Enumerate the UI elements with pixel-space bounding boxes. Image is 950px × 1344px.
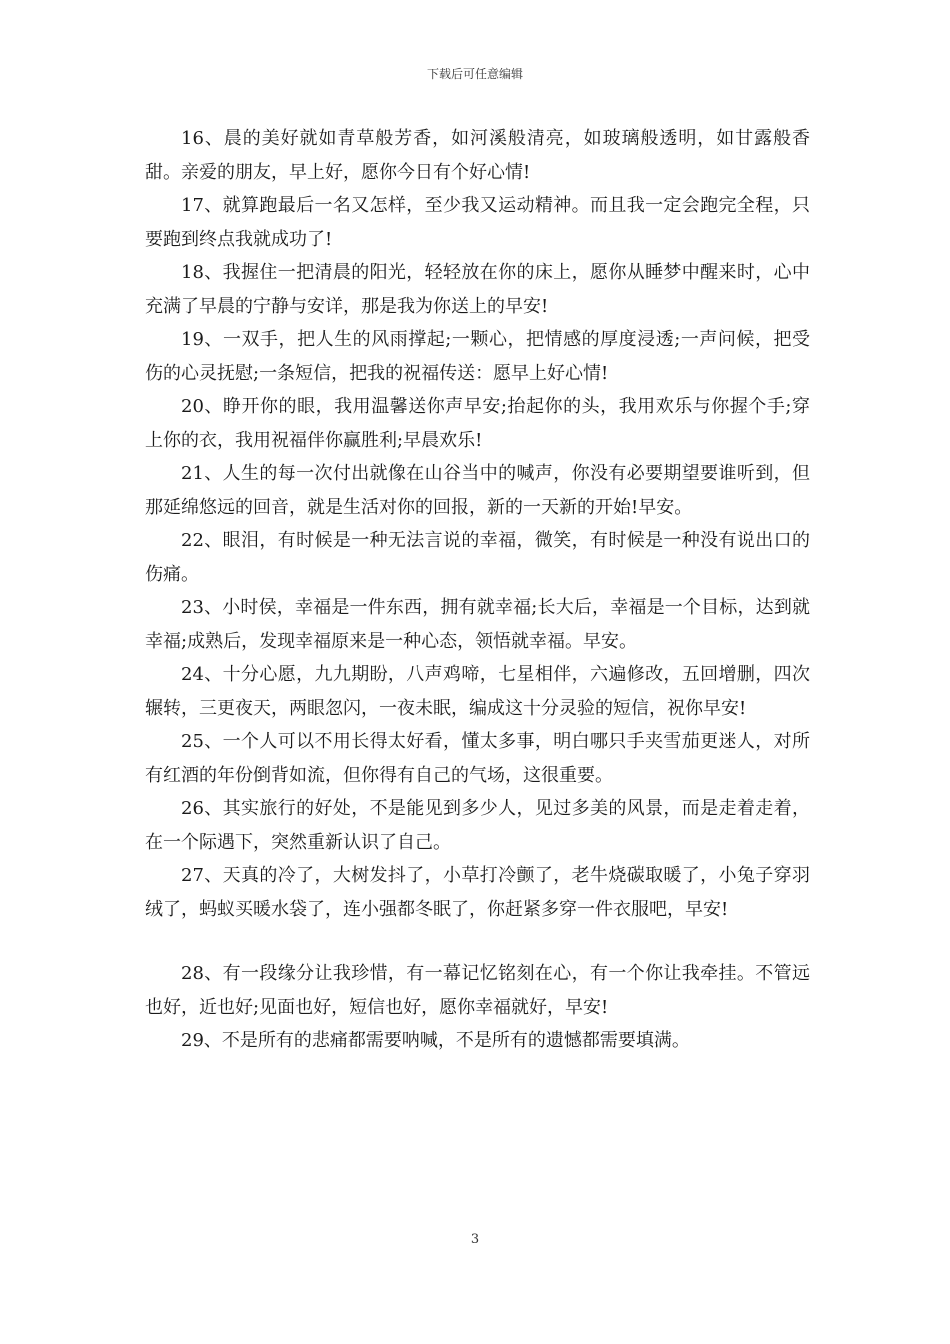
paragraph-18: 18、我握住一把清晨的阳光，轻轻放在你的床上，愿你从睡梦中醒来时，心中充满了早晨的宁静与安详，那是我为你送上的早安!: [145, 262, 810, 317]
paragraph-27: 27、天真的冷了，大树发抖了，小草打冷颤了，老牛烧碳取暖了，小兔子穿羽绒了，蚂蚁买暖水袋了，连小强都冬眠了，你赶紧多穿一件衣服吧，早安!: [145, 865, 810, 920]
paragraph-25: 25、一个人可以不用长得太好看，懂太多事，明白哪只手夹雪茄更迷人，对所有红酒的年份倒背如流，但你得有自己的气场，这很重要。: [145, 731, 810, 786]
paragraph-22: 22、眼泪，有时候是一种无法言说的幸福，微笑，有时候是一种没有说出口的伤痛。: [145, 530, 810, 585]
paragraph-17: 17、就算跑最后一名又怎样，至少我又运动精神。而且我一定会跑完全程，只要跑到终点我就成功了!: [145, 195, 810, 250]
paragraph-24: 24、十分心愿，九九期盼，八声鸡啼，七星相伴，六遍修改，五回增删，四次辗转，三更夜天，两眼忽闪，一夜未眠，编成这十分灵验的短信，祝你早安!: [145, 664, 810, 719]
paragraph-21: 21、人生的每一次付出就像在山谷当中的喊声，你没有必要期望要谁听到，但那延绵悠远的回音，就是生活对你的回报，新的一天新的开始!早安。: [145, 463, 810, 518]
paragraph-20: 20、睁开你的眼，我用温馨送你声早安;抬起你的头，我用欢乐与你握个手;穿上你的衣，我用祝福伴你赢胜利;早晨欢乐!: [145, 396, 810, 451]
paragraph-28: 28、有一段缘分让我珍惜，有一幕记忆铭刻在心，有一个你让我牵挂。不管远也好，近也好;见面也好，短信也好，愿你幸福就好，早安!: [145, 963, 810, 1018]
paragraph-19: 19、一双手，把人生的风雨撑起;一颗心，把情感的厚度浸透;一声问候，把受伤的心灵抚慰;一条短信，把我的祝福传送：愿早上好心情!: [145, 329, 810, 384]
document-body: [145, 122, 810, 1058]
paragraph-16: 16、晨的美好就如青草般芳香，如河溪般清亮，如玻璃般透明，如甘露般香甜。亲爱的朋友，早上好，愿你今日有个好心情!: [145, 128, 810, 183]
paragraph-23: 23、小时侯，幸福是一件东西，拥有就幸福;长大后，幸福是一个目标，达到就幸福;成熟后，发现幸福原来是一种心态，领悟就幸福。早安。: [145, 597, 810, 652]
paragraph-29: 29、不是所有的悲痛都需要呐喊，不是所有的遗憾都需要填满。: [181, 1030, 690, 1051]
page-header: 下载后可任意编辑: [426, 67, 523, 81]
paragraph-26: 26、其实旅行的好处，不是能见到多少人，见过多美的风景，而是走着走着，在一个际遇下，突然重新认识了自己。: [145, 798, 810, 853]
page-number: 3: [470, 1232, 480, 1247]
